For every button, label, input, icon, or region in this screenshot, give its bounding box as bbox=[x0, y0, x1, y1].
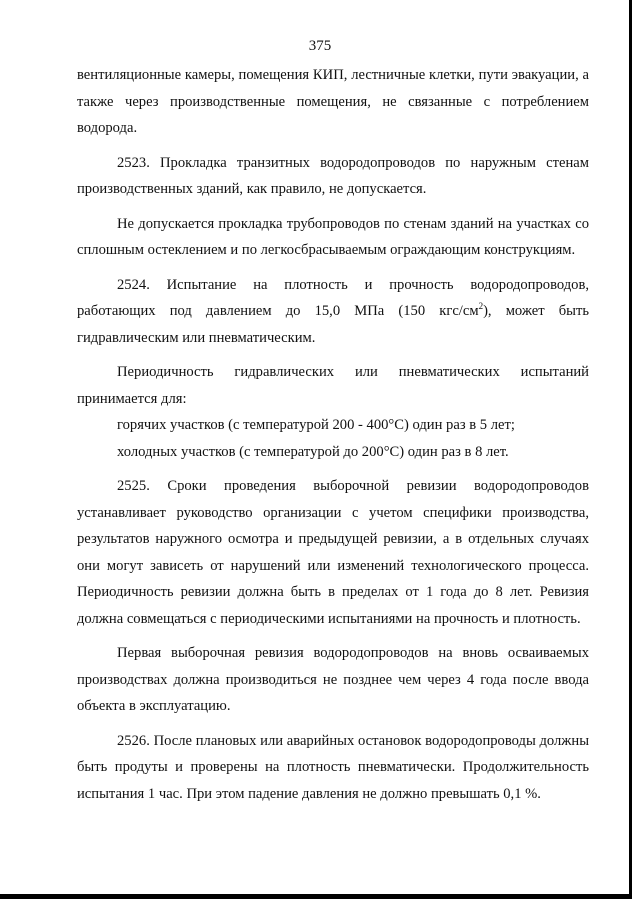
paragraph-2523-cont: Не допускается прокладка трубопроводов по стенам зданий на участках со сплошным остеклением и по легкосбрасываемым ограждающим конструкциям. bbox=[77, 215, 589, 258]
paragraph-2524-text-before: 2524. Испытание на плотность и прочность водородопроводов, работающих под давлением до 15,0 МПа (150 кгс/см bbox=[77, 276, 589, 319]
paragraph-2526: 2526. После плановых или аварийных остановок водородопроводы должны быть продуты и проверены на плотность пневматически. Продолжительность испытания 1 час. При этом падение давления не должно превышать 0,1 %. bbox=[77, 732, 589, 802]
paragraph-2523: 2523. Прокладка транзитных водородопроводов по наружным стенам производственных зданий, как правило, не допускается. bbox=[77, 154, 589, 197]
paragraph-2525: 2525. Сроки проведения выборочной ревизии водородопроводов устанавливает руководство организации с учетом специфики производства, результатов наружного осмотра и предыдущей ревизии, а в отдельных случаях они могут зависеть от нарушений или изменений технологического процесса. Периодичность ревизии должна быть в пределах от 1 года до 8 лет. Ревизия должна совмещаться с периодическими испытаниями на прочность и плотность. bbox=[77, 478, 589, 627]
document-body bbox=[77, 62, 589, 815]
superscript-2: 2 bbox=[478, 301, 484, 312]
paragraph-1: вентиляционные камеры, помещения КИП, лестничные клетки, пути эвакуации, а также через производственные помещения, не связанные с потреблением водорода. bbox=[77, 67, 589, 136]
list-item-hot-sections: горячих участков (с температурой 200 - 400°С) один раз в 5 лет; bbox=[117, 417, 515, 433]
list-item-cold-sections: холодных участков (с температурой до 200°С) один раз в 8 лет. bbox=[117, 443, 509, 460]
paragraph-periodicity: Периодичность гидравлических или пневматических испытаний принимается для: bbox=[77, 364, 589, 407]
paragraph-2524-text-after: ), может быть гидравлическим или пневматическим. bbox=[77, 303, 589, 346]
page-number: 375 bbox=[308, 38, 332, 54]
paragraph-first-revision: Первая выборочная ревизия водородопроводов на вновь осваиваемых производствах должна производиться не позднее чем через 4 года после ввода объекта в эксплуатацию. bbox=[77, 645, 589, 714]
paragraph-2524 bbox=[77, 272, 589, 352]
